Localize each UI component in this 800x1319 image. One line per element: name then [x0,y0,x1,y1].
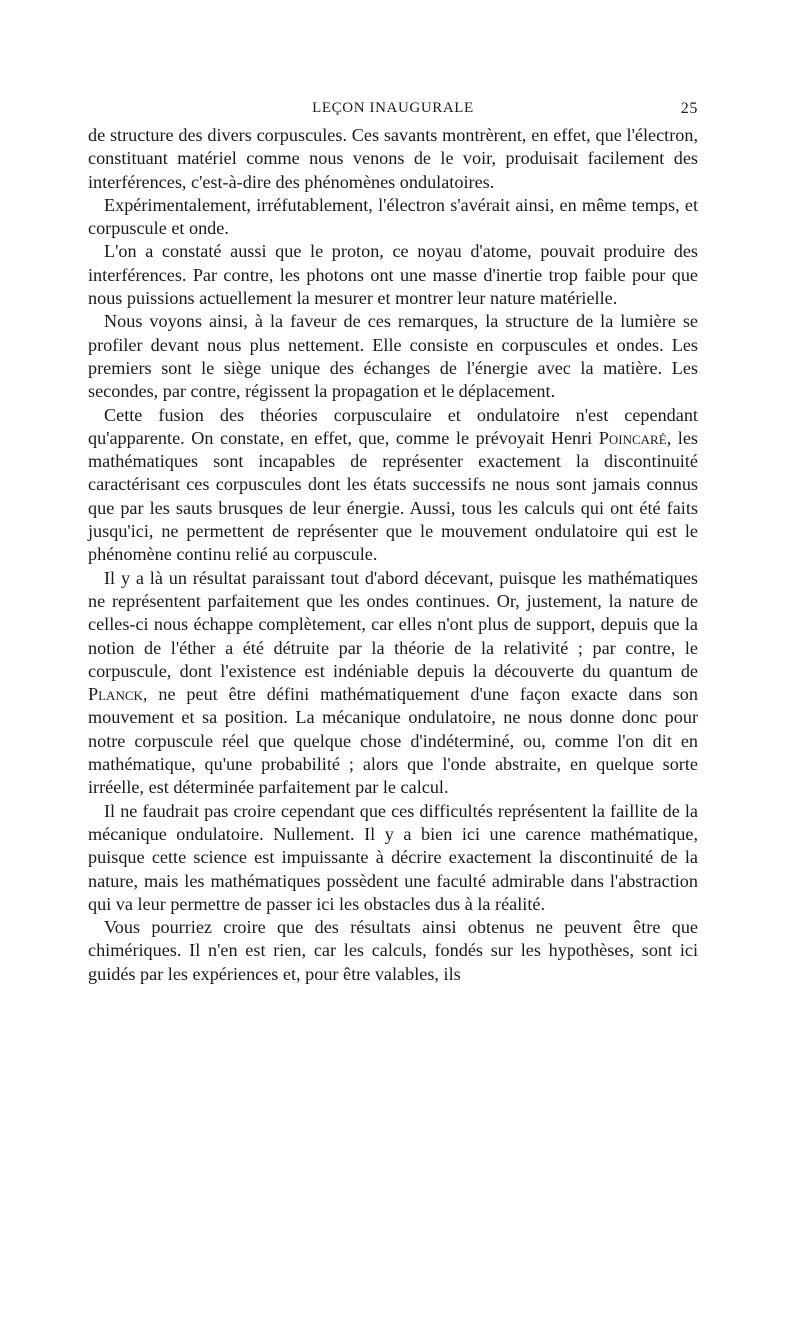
person-name-planck: Planck [88,684,143,705]
paragraph: Expérimentalement, irréfutablement, l'électron s'avérait ainsi, en même temps, et corpuscule et onde. [88,194,698,239]
paragraph-continuation: de structure des divers corpuscules. Ces savants montrèrent, en effet, que l'électron, constituant matériel comme nous venons de le voir, produisait facilement des interférences, c'est-à-dire des phénomènes ondulatoires. [88,125,698,192]
paragraph [88,567,698,800]
running-header [88,100,698,120]
paragraph: Il ne faudrait pas croire cependant que ces difficultés représentent la faillite de la mécanique ondulatoire. Nullement. Il y a bien ici une carence mathématique, puisque cette science est impuissante à décrire exactement la discontinuité de la nature, mais les mathématiques possèdent une faculté admirable dans l'abstraction qui va leur permettre de passer ici les obstacles dus à la réalité. [88,800,698,914]
paragraph-text: , les mathématiques sont incapables de représenter exactement la discontinuité caractérisant ces corpuscules dont les états successifs ne nous sont jamais connus que par les sauts brusques de leur énergie. Aussi, tous les calculs qui ont été faits jusqu'ici, ne permettent de représenter que le mouvement ondulatoire qui est le phénomène continu relié au corpuscule. [88,427,698,565]
paragraph [88,404,698,567]
running-title: LEÇON INAUGURALE [312,100,474,116]
paragraph-text: Cette fusion des théories corpusculaire et ondulatoire n'est cependant qu'apparente. On constate, en effet, que, comme le prévoyait Henri [88,404,698,448]
book-page [88,0,698,1319]
paragraph-text: Il y a là un résultat paraissant tout d'abord décevant, puisque les mathématiques ne représentent parfaitement que les ondes continues. Or, justement, la nature de celles-ci nous échappe complètement, car elles n'ont plus de support, depuis que la notion de l'éther a été détruite par la théorie de la relativité ; par contre, le corpuscule, dont l'existence est indéniable depuis la découverte du quantum de [88,567,698,681]
paragraph: Nous voyons ainsi, à la faveur de ces remarques, la structure de la lumière se profiler devant nous plus nettement. Elle consiste en corpuscules et ondes. Les premiers sont le siège unique des échanges de l'énergie avec la matière. Les secondes, par contre, régissent la propagation et le déplacement. [88,311,698,402]
paragraph: L'on a constaté aussi que le proton, ce noyau d'atome, pouvait produire des interférences. Par contre, les photons ont une masse d'inertie trop faible pour que nous puissions actuellement la mesurer et montrer leur nature matérielle. [88,241,698,309]
paragraph-text: , ne peut être défini mathématiquement d'une façon exacte dans son mouvement et sa position. La mécanique ondulatoire, ne nous donne donc pour notre corpuscule réel que quelque chose d'indéterminé, ou, comme l'on dit en mathématique, qu'une probabilité ; alors que l'onde abstraite, en quelque sorte irréelle, est déterminée parfaitement par le calcul. [88,684,698,798]
person-name-poincare: Poincaré [598,427,667,448]
page-number: 25 [680,100,698,117]
body-text [88,124,698,986]
paragraph-continues: Vous pourriez croire que des résultats ainsi obtenus ne peuvent être que chimériques. Il n'en est rien, car les calculs, fondés sur les hypothèses, sont ici guidés par les expériences et, pour être valables, ils [88,917,698,984]
